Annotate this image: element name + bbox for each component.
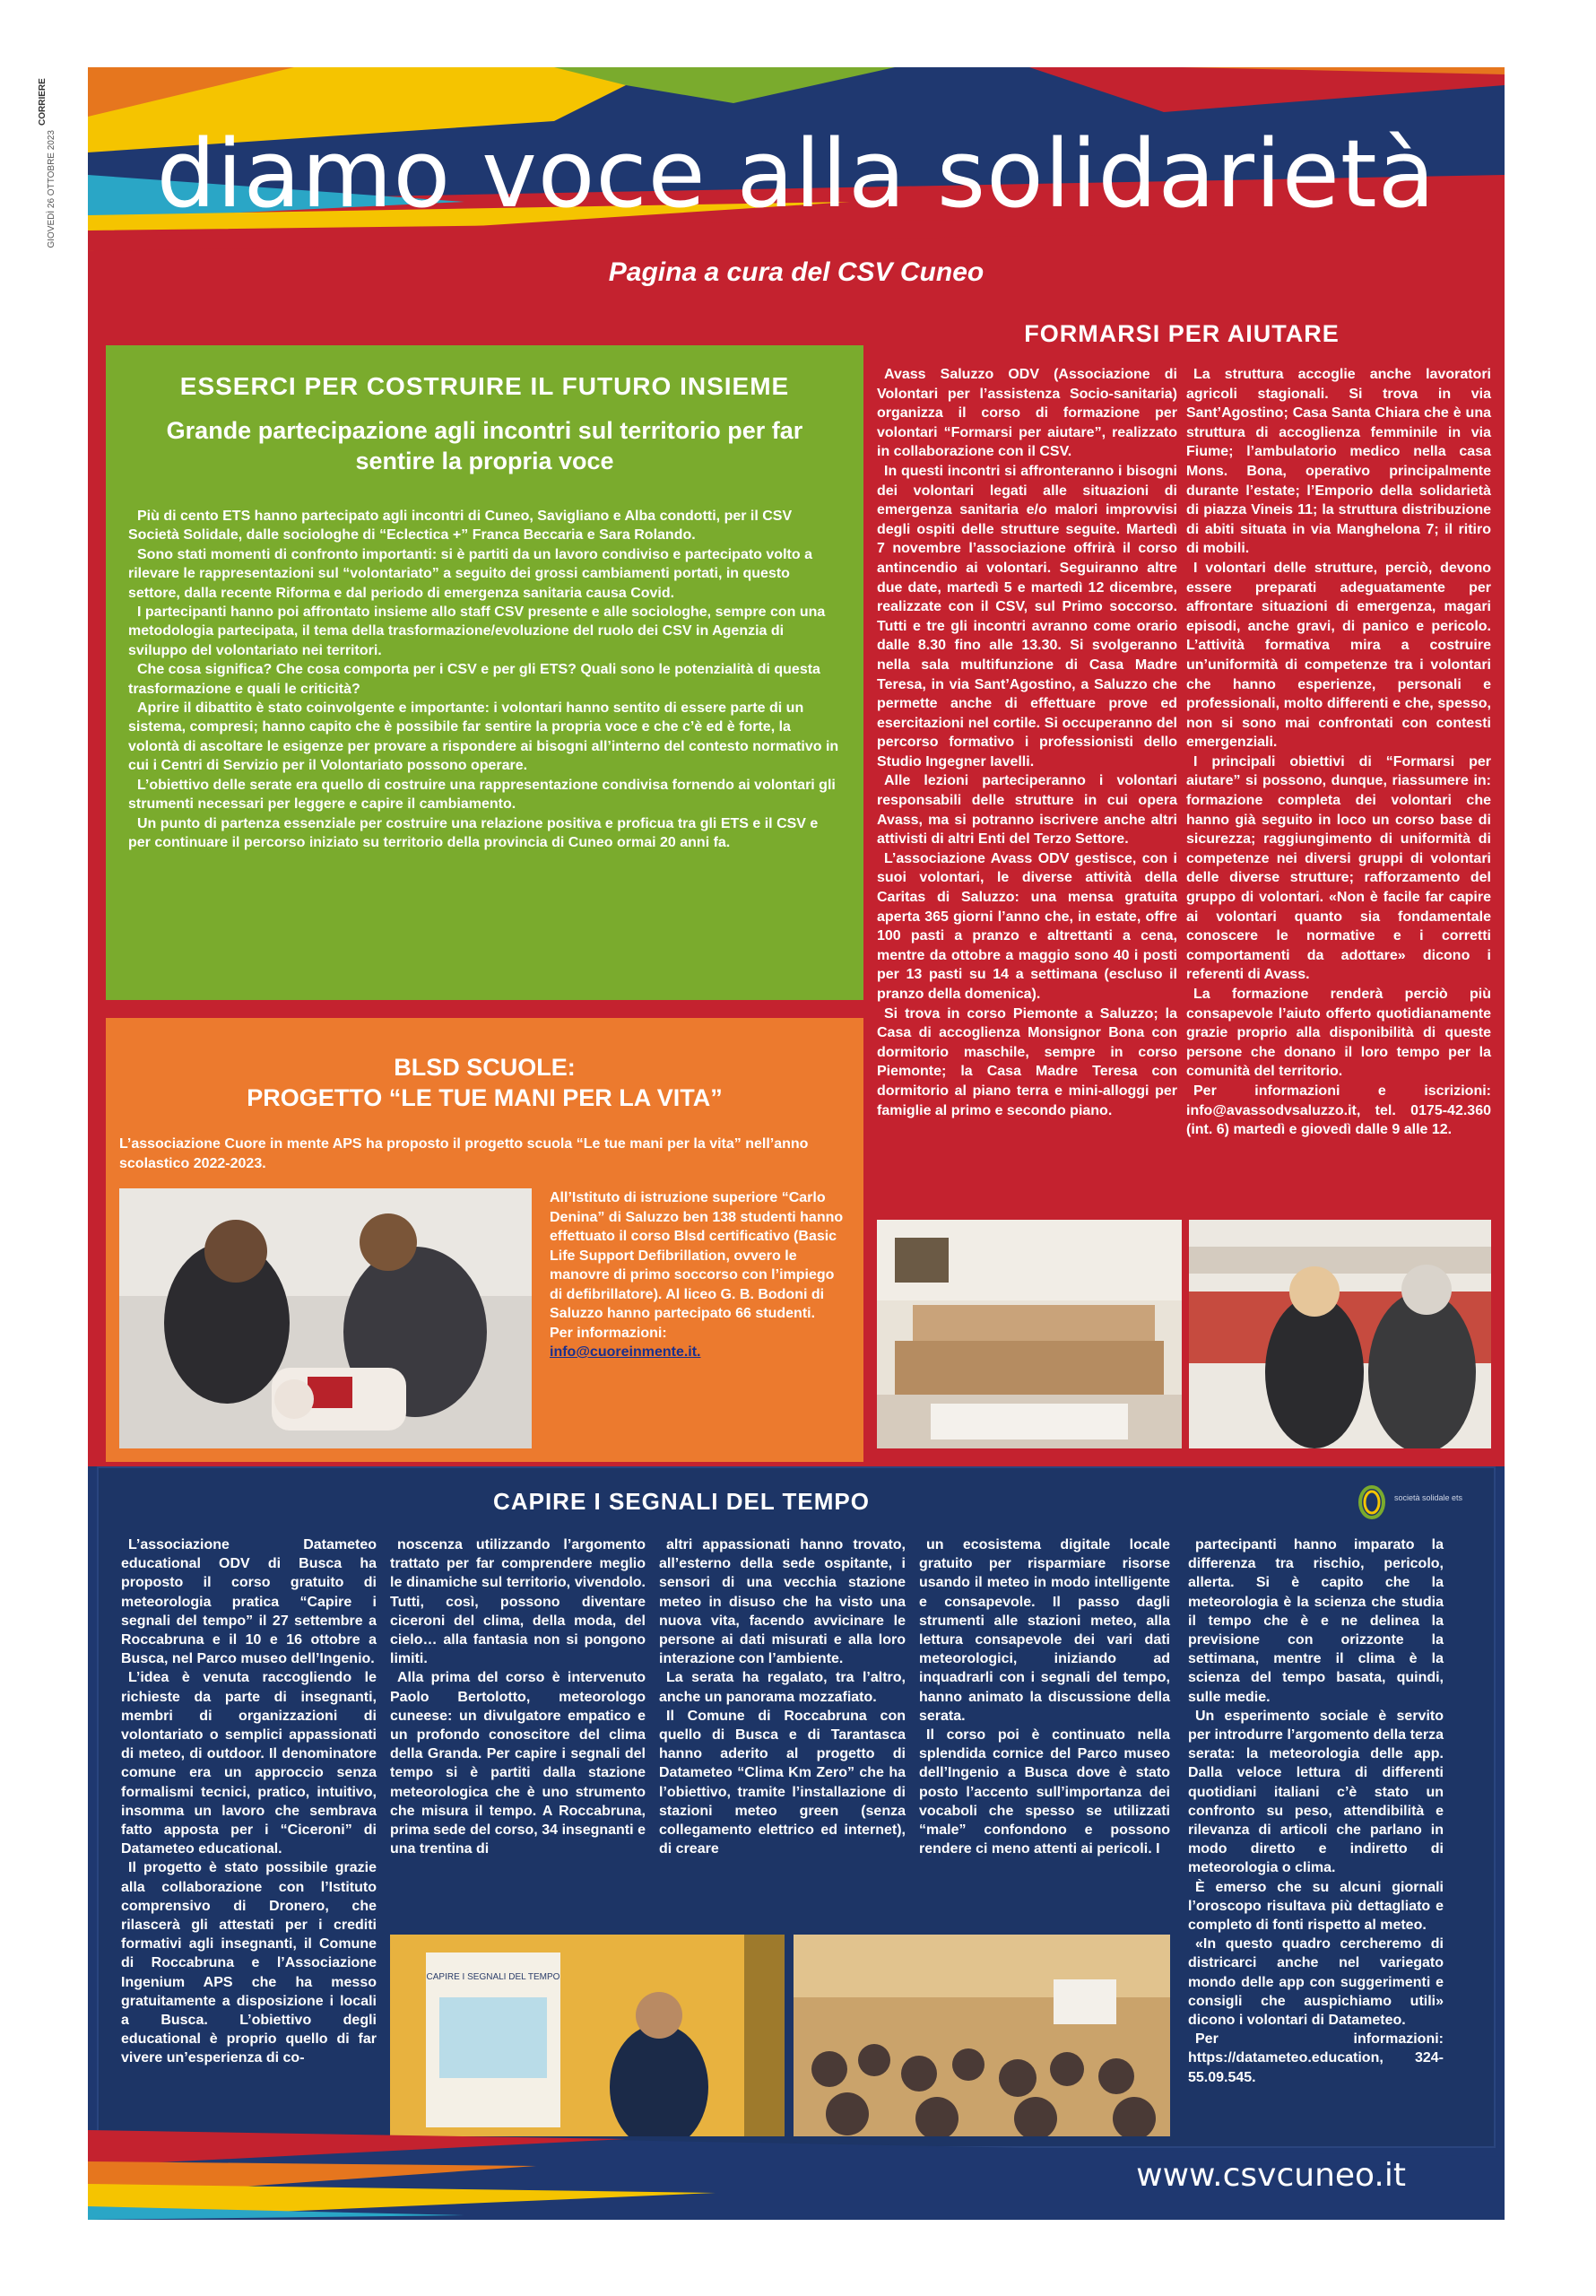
blsd-text: All’Istituto di istruzione superiore “Carlo Denina” di Saluzzo ben 138 studenti hanno effettuato il corso Blsd certificativo (Basic Life Support Defibrillation, ovvero le manovre di primo soccorso con l’impiego di defibrillatore). Al liceo G. B. Bodoni di Saluzzo hanno partecipato 66 studenti. bbox=[550, 1190, 844, 1321]
article-meteo-col3 bbox=[659, 1535, 906, 1858]
paragraph: Avass Saluzzo ODV (Associazione di Volontari per l’assistenza Socio-sanitaria) organizza il corso di formazione per volontari “Formarsi per aiutare”, realizzato in collaborazione con il CSV. bbox=[877, 367, 1177, 460]
title-line: PROGETTO “LE TUE MANI PER LA VITA” bbox=[247, 1084, 723, 1111]
article-esserci-body bbox=[128, 507, 841, 852]
csv-logo-text: società solidale ets bbox=[1394, 1493, 1463, 1502]
article-meteo-col2 bbox=[390, 1535, 646, 1858]
paragraph: Che cosa significa? Che cosa comporta per i CSV e per gli ETS? Quali sono le potenzialità di questa trasformazione e quali le criticità? bbox=[128, 662, 820, 697]
audience-photo bbox=[794, 1935, 1170, 2136]
website-link[interactable]: www.csvcuneo.it bbox=[1136, 2157, 1406, 2194]
article-blsd bbox=[106, 1018, 863, 1462]
title-line: BLSD SCUOLE: bbox=[394, 1054, 576, 1081]
article-blsd-title bbox=[106, 1052, 863, 1113]
paragraph: noscenza utilizzando l’argomento trattato per far comprendere meglio le dinamiche sul territorio, vivendolo. Tutti, così, possono diventare ciceroni del clima, della moda, del cielo… alla fantasia non si pongono limiti. bbox=[390, 1537, 646, 1667]
paragraph: I volontari delle strutture, perciò, devono essere preparati adeguatamente per affrontare situazioni di emergenza, magari episodi, anche gravi, di panico e pericolo. L’attività formativa mira a costruire un’uniformità di competenze tra i volontari che hanno esperienze, personali e professionali, molto differenti e che, spesso, non si sono mai confrontati con contesti emergenziali. bbox=[1186, 560, 1491, 751]
paragraph: Si trova in corso Piemonte a Saluzzo; la Casa di accoglienza Monsignor Bona con dormitorio maschile, sempre in corso Piemonte; la Casa Madre Teresa con dormitorio al piano terra e mini-alloggi per famiglie al primo e secondo piano. bbox=[877, 1005, 1177, 1118]
paragraph: Un punto di partenza essenziale per costruire una relazione positiva e proficua tra gli ETS e il CSV e per continuare il percorso iniziato su territorio della provincia di Cuneo ormai 20 anni fa. bbox=[128, 815, 819, 850]
csv-logo bbox=[1354, 1484, 1488, 1520]
article-meteo bbox=[88, 1466, 1505, 2220]
paragraph: Il Comune di Roccabruna con quello di Busca e di Tarantasca hanno aderito al progetto di Datameteo “Clima Km Zero” che ha l’obiettivo, tramite l’installazione di stazioni meteo green (senza collegamento elettrico ed internet), di creare bbox=[659, 1708, 906, 1857]
paragraph: Alle lezioni parteciperanno i volontari responsabili delle strutture in cui opera Avass, ma si potranno iscrivere anche altri attivisti di altri Enti del Terzo Settore. bbox=[877, 773, 1177, 848]
emporio-photo bbox=[1189, 1220, 1491, 1448]
publication-name: CORRIERE bbox=[38, 78, 48, 126]
paragraph: Il progetto è stato possibile grazie alla collaborazione con l’Istituto comprensivo di Dronero, che rilascerà gli attestati per i crediti formativi agli insegnanti, il Comune di Roccabruna e l’Associazione Ingenium APS che ha messo gratuitamente a disposizione i locali a Busca. L’obiettivo degli educational è proprio quello di far vivere un’esperienza di co- bbox=[121, 1860, 377, 2066]
paragraph: partecipanti hanno imparato la differenza tra rischio, pericolo, allerta. Si è capito che la meteorologia è la scienza che studia il tempo che è e ne delinea la previsione con orizzonte la settimana, mentre il clima è la scienza del tempo basata, quindi, sulle medie. bbox=[1188, 1537, 1444, 1705]
paragraph: Un esperimento sociale è servito per introdurre l’argomento della terza serata: la meteorologia delle app. Dalla veloce lettura di differenti quotidiani italiani c’è stato un confronto su peso, attendibilità e rilevanza di articoli che parlano in modo diretto e indiretto di meteorologia o clima. bbox=[1188, 1708, 1444, 1876]
paragraph: Aprire il dibattito è stato coinvolgente e importante: i volontari hanno sentito di essere parte di un sistema, compresi; hanno capito che è possibile far sentire la propria voce e che c’è ed è forte, la volontà di ascoltare le esigenze per provare a rispondere ai bisogni all’interno del contesto normativo in cui i Centri di Servizio per il Volontariato possono operare. bbox=[128, 700, 839, 774]
paragraph: Alla prima del corso è intervenuto Paolo Bertolotto, meteorologo cuneese: un divulgatore empatico e un profondo conoscitore del clima della Granda. Per capire i segnali del tempo si è partiti dalla stazione meteorologica che è uno strumento che misura il tempo. A Roccabruna, prima sede del corso, 34 insegnanti e una trentina di bbox=[390, 1670, 646, 1857]
speaker-photo bbox=[390, 1935, 785, 2136]
paragraph: I principali obiettivi di “Formarsi per aiutare” si possono, dunque, riassumere in: formazione completa dei volontari che hanno già seguito in loco un corso base di sicurezza; raggiungimento di uniformità di competenze nei diversi gruppi di volontari delle diverse strutture; rafforzamento del gruppo di volontari. «Non è facile far capire ai volontari quanto sia fondamentale conoscere le normative e i corretti comportamenti da adottare» dicono i referenti di Avass. bbox=[1186, 753, 1491, 983]
paragraph: L’idea è venuta raccogliendo le richieste da parte di insegnanti, membri di organizzazioni di volontariato o semplici appassionati di meteo, di outdoor. Il denominatore comune era un approccio senza formalismi tecnici, pratico, intuitivo, insomma un lavoro che sembrava fatto apposta per i “Ciceroni” di Datameteo educational. bbox=[121, 1670, 377, 1857]
article-meteo-col4 bbox=[919, 1535, 1170, 1858]
banner-title: diamo voce alla solidarietà bbox=[156, 119, 1436, 229]
paragraph: La serata ha regalato, tra l’altro, anche un panorama mozzafiato. bbox=[659, 1670, 906, 1705]
article-esserci bbox=[106, 345, 863, 1000]
blsd-email-link[interactable]: info@cuoreinmente.it. bbox=[550, 1344, 701, 1360]
csv-logo-icon bbox=[1354, 1484, 1390, 1520]
article-meteo-title: CAPIRE I SEGNALI DEL TEMPO bbox=[493, 1488, 870, 1515]
article-blsd-body bbox=[550, 1188, 850, 1362]
poster-title: CAPIRE I SEGNALI DEL TEMPO bbox=[426, 1972, 560, 1982]
paragraph: Per informazioni e iscrizioni: info@avassodvsaluzzo.it, tel. 0175-42.360 (int. 6) martedì e giovedì dalle 9 alle 12. bbox=[1186, 1083, 1491, 1138]
paragraph: L’obiettivo delle serate era quello di costruire una rappresentazione condivisa fornendo ai volontari gli strumenti necessari per leggere e capire il cambiamento. bbox=[128, 777, 836, 813]
paragraph: È emerso che su alcuni giornali l’oroscopo risultava più dettagliato e completo di fonti rispetto al meteo. bbox=[1188, 1879, 1444, 1934]
article-esserci-title: ESSERCI PER COSTRUIRE IL FUTURO INSIEME bbox=[179, 372, 790, 400]
banner bbox=[88, 67, 1505, 251]
curator-line: Pagina a cura del CSV Cuneo bbox=[608, 257, 984, 287]
paragraph: Sono stati momenti di confronto importanti: si è partiti da un lavoro condiviso e partecipato volto a rilevare le rappresentazioni sul “volontariato” a seguito dei grossi cambiamenti portati, in questo settore, dalla recente Riforma e dal periodo di emergenza sanitaria causa Covid. bbox=[128, 546, 812, 601]
paragraph: un ecosistema digitale locale gratuito per risparmiare risorse usando il meteo in modo intelligente e consapevole. Il passo dagli strumenti alle stazioni meteo, alla lettura consapevole dei vari dati meteorologici, iniziando ad inquadrarli con i segnali del tempo, hanno animato la discussione della serata. bbox=[919, 1537, 1170, 1724]
paragraph: Più di cento ETS hanno partecipato agli incontri di Cuneo, Savigliano e Alba condotti, per il CSV Società Solidale, dalle sociologhe di “Eclectica +” Franca Beccaria e Sara Rolando. bbox=[128, 509, 793, 544]
blsd-info-label: Per informazioni: bbox=[550, 1325, 667, 1341]
article-meteo-col5 bbox=[1188, 1535, 1444, 2087]
publication-date: GIOVEDÌ 26 OTTOBRE 2023 bbox=[47, 130, 56, 248]
article-blsd-intro: L’associazione Cuore in mente APS ha proposto il progetto scuola “Le tue mani per la vita” nell’anno scolastico 2022-2023. bbox=[119, 1136, 809, 1171]
paragraph: In questi incontri si affronteranno i bisogni dei volontari legati alle situazioni di emergenza sanitaria e/o malori improvvisi degli ospiti delle strutture seguite. Martedì 7 novembre l’associazione offrirà il corso antincendio ai volontari. Seguiranno altre due date, martedì 5 e martedì 12 dicembre, realizzate con il CSV, sul Primo soccorso. Tutti e tre gli incontri avranno come orario dalle 8.30 fino alle 13.30. Si svolgeranno nella sala multifunzione di Casa Madre Teresa, in via Sant’Agostino, a Saluzzo che permette anche di effettuare prove ed esercitazioni nel cortile. Si occuperanno del percorso formativo i professionisti dello Studio Ingegner Iavelli. bbox=[877, 463, 1177, 770]
storage-room-photo bbox=[877, 1220, 1182, 1448]
cpr-training-photo bbox=[119, 1188, 532, 1448]
paragraph: L’associazione Datameteo educational ODV di Busca ha proposto il corso gratuito di meteorologia pratica “Capire i segnali del tempo” il 27 settembre a Roccabruna e il 10 e 16 ottobre a Busca, nel Parco museo dell’Ingenio. bbox=[121, 1537, 377, 1667]
article-formarsi-title: FORMARSI PER AIUTARE bbox=[1024, 320, 1340, 347]
side-meta bbox=[38, 72, 65, 287]
paragraph: La struttura accoglie anche lavoratori agricoli stagionali. Si trova in via Sant’Agostino; Casa Santa Chiara che è una struttura di accoglienza femminile in via Fiume; l’ambulatorio medico nella casa Mons. Bona, operativo principalmente durante l’estate; l’Emporio della solidarietà di piazza Vineis 11; la struttura distribuzione di abiti situata in via Manghelona 7; il ritiro di mobili. bbox=[1186, 367, 1491, 557]
article-esserci-subtitle: Grande partecipazione agli incontri sul territorio per far sentire la propria voce bbox=[166, 417, 803, 474]
paragraph: I partecipanti hanno poi affrontato insieme allo staff CSV presente e alle sociologhe, sempre con una metodologia partecipata, il tema della trasformazione/evoluzione del ruolo dei CSV in Agenzia di sviluppo del volontariato nei territori. bbox=[128, 604, 826, 658]
paragraph: Per informazioni: https://datameteo.education, 324-55.09.545. bbox=[1188, 2031, 1444, 2085]
paragraph: «In questo quadro cercheremo di districarci anche nel variegato mondo delle app con suggerimenti e consigli che auspichiamo utili» dicono i volontari di Datameteo. bbox=[1188, 1936, 1444, 2029]
article-formarsi-col1 bbox=[877, 365, 1177, 1120]
page-panel bbox=[88, 67, 1505, 2220]
article-meteo-col1 bbox=[121, 1535, 377, 2068]
paragraph: La formazione renderà perciò più consapevole l’aiuto offerto quotidianamente grazie proprio alla disponibilità di queste persone che donano il loro tempo per la comunità del territorio. bbox=[1186, 987, 1491, 1080]
paragraph: L’associazione Avass ODV gestisce, con i suoi volontari, le diverse attività della Caritas di Saluzzo: una mensa gratuita aperta 365 giorni l’anno che, in estate, offre 100 pasti a pranzo e altrettanti a cena, mentre da ottobre a maggio sono 40 i posti per 13 pasti su 14 a settimana (escluso il pranzo della domenica). bbox=[877, 850, 1177, 1002]
article-formarsi-col2 bbox=[1186, 365, 1491, 1140]
paragraph: Il corso poi è continuato nella splendida cornice del Parco museo dell’Ingenio a Busca dove è stato posto l’accento sull’importanza dei vocaboli che spesso se utilizzati “male” confondono e possono rendere ci meno attenti ai pericoli. I bbox=[919, 1727, 1170, 1857]
paragraph: altri appassionati hanno trovato, all’esterno della sede ospitante, i sensori di una vecchia stazione meteo in disuso che ha visto una nuova vita, facendo avvicinare le persone ai dati misurati e alla loro interazione con l’ambiente. bbox=[659, 1537, 906, 1667]
article-meteo-frame bbox=[97, 1466, 1496, 2148]
